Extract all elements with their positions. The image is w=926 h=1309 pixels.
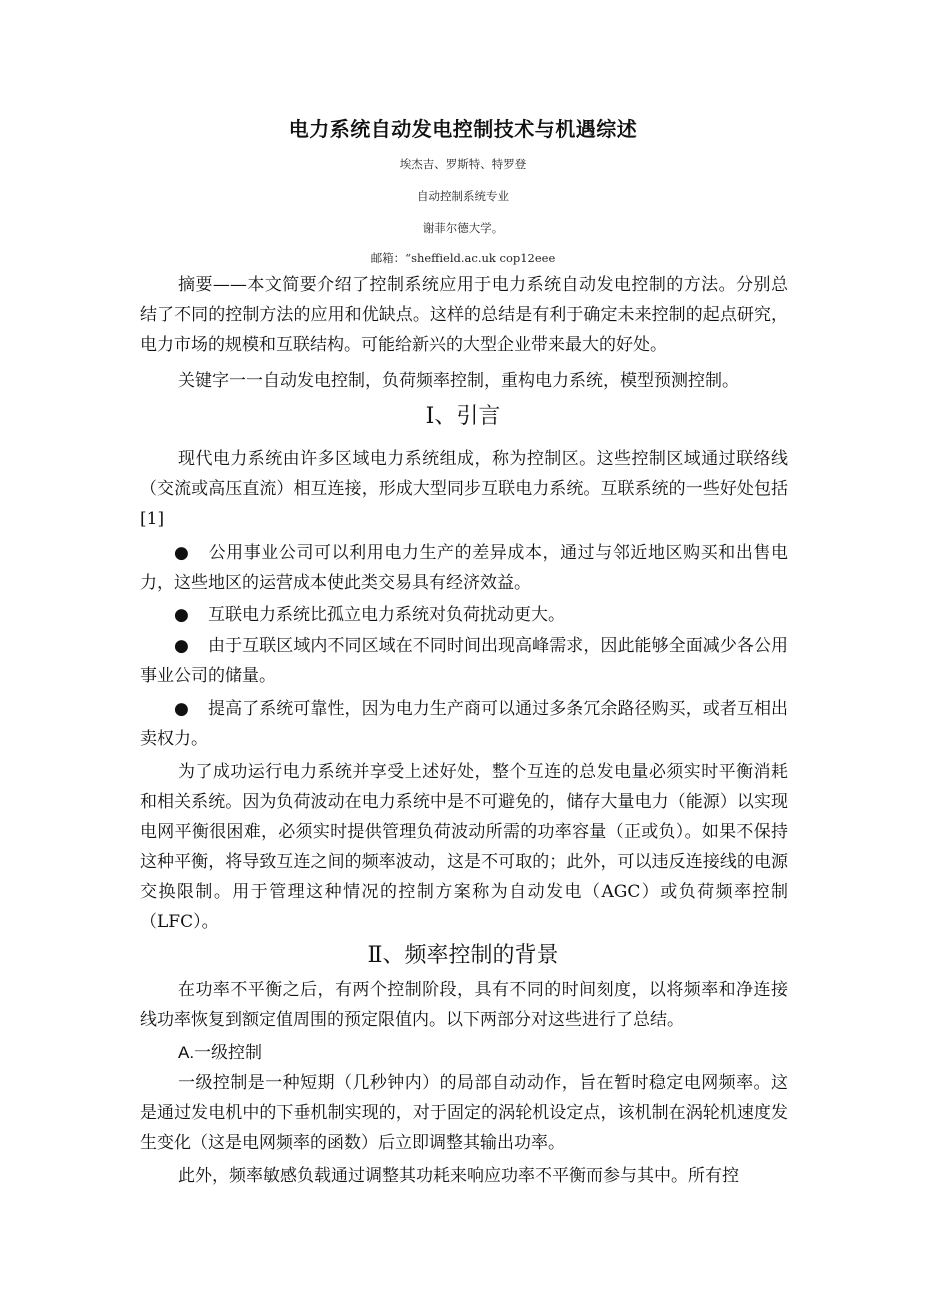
keywords: 关键字一一自动发电控制，负荷频率控制，重构电力系统，模型预测控制。	[178, 371, 739, 391]
authors: 埃杰吉、罗斯特、特罗登	[399, 157, 527, 171]
bullet-item	[140, 600, 788, 630]
section-heading-frequency-control: Ⅱ、频率控制的背景	[367, 943, 559, 968]
section-heading-introduction: Ⅰ、引言	[425, 404, 501, 429]
bullet-item	[140, 631, 788, 691]
university: 谢菲尔德大学。	[422, 221, 504, 235]
bullet-dot-icon: ●	[174, 543, 189, 563]
abstract: 摘要——本文简要介绍了控制系统应用于电力系统自动发电控制的方法。分别总结了不同的控制方法的应用和优缺点。这样的总结是有利于确定未来控制的起点研究，电力市场的规模和互联结构。可能给新兴的大型企业带来最大的好处。	[140, 275, 788, 355]
primary-control-paragraph: 一级控制是一种短期（几秒钟内）的局部自动动作，旨在暂时稳定电网频率。这是通过发电机中的下垂机制实现的，对于固定的涡轮机设定点，该机制在涡轮机速度发生变化（这是电网频率的函数）后立即调整其输出功率。	[140, 1073, 788, 1153]
subheading-primary-control: A.一级控制	[178, 1043, 263, 1062]
intro-paragraph: 现代电力系统由许多区域电力系统组成，称为控制区。这些控制区域通过联络线（交流或高压直流）相互连接，形成大型同步互联电力系统。互联系统的一些好处包括[1]	[140, 449, 788, 529]
body-paragraph: 为了成功运行电力系统并享受上述好处，整个互连的总发电量必须实时平衡消耗和相关系统。因为负荷波动在电力系统中是不可避免的，储存大量电力（能源）以实现电网平衡很困难，必须实时提供管理负荷波动所需的功率容量（正或负）。如果不保持这种平衡，将导致互连之间的频率波动，这是不可取的；此外，可以违反连接线的电源交换限制。用于管理这种情况的控制方案称为自动发电（AGC）或负荷频率控制（LFC）。	[140, 762, 788, 932]
bullet-dot-icon: ●	[174, 605, 189, 625]
bullet-text: 公用事业公司可以利用电力生产的差异成本，通过与邻近地区购买和出售电力，这些地区的运营成本使此类交易具有经济效益。	[140, 543, 788, 593]
department: 自动控制系统专业	[417, 189, 509, 203]
bullet-dot-icon: ●	[174, 636, 189, 656]
bullet-text: 提高了系统可靠性，因为电力生产商可以通过多条冗余路径购买，或者互相出卖权力。	[140, 699, 788, 749]
bullet-text: 由于互联区域内不同区域在不同时间出现高峰需求，因此能够全面减少各公用事业公司的储量。	[140, 636, 788, 686]
section2-intro: 在功率不平衡之后，有两个控制阶段，具有不同的时间刻度，以将频率和净连接线功率恢复到额定值周围的预定限值内。以下两部分对这些进行了总结。	[140, 980, 788, 1030]
bullet-text: 互联电力系统比孤立电力系统对负荷扰动更大。	[208, 605, 565, 625]
body-paragraph: 此外，频率敏感负载通过调整其功耗来响应功率不平衡而参与其中。所有控	[178, 1166, 739, 1186]
bullet-dot-icon: ●	[174, 699, 189, 719]
bullet-item	[140, 694, 788, 754]
bullet-item	[140, 538, 788, 598]
paper-title: 电力系统自动发电控制技术与机遇综述	[288, 117, 638, 141]
email: 邮箱：“sheffield.ac.uk cop12eee	[370, 251, 556, 265]
